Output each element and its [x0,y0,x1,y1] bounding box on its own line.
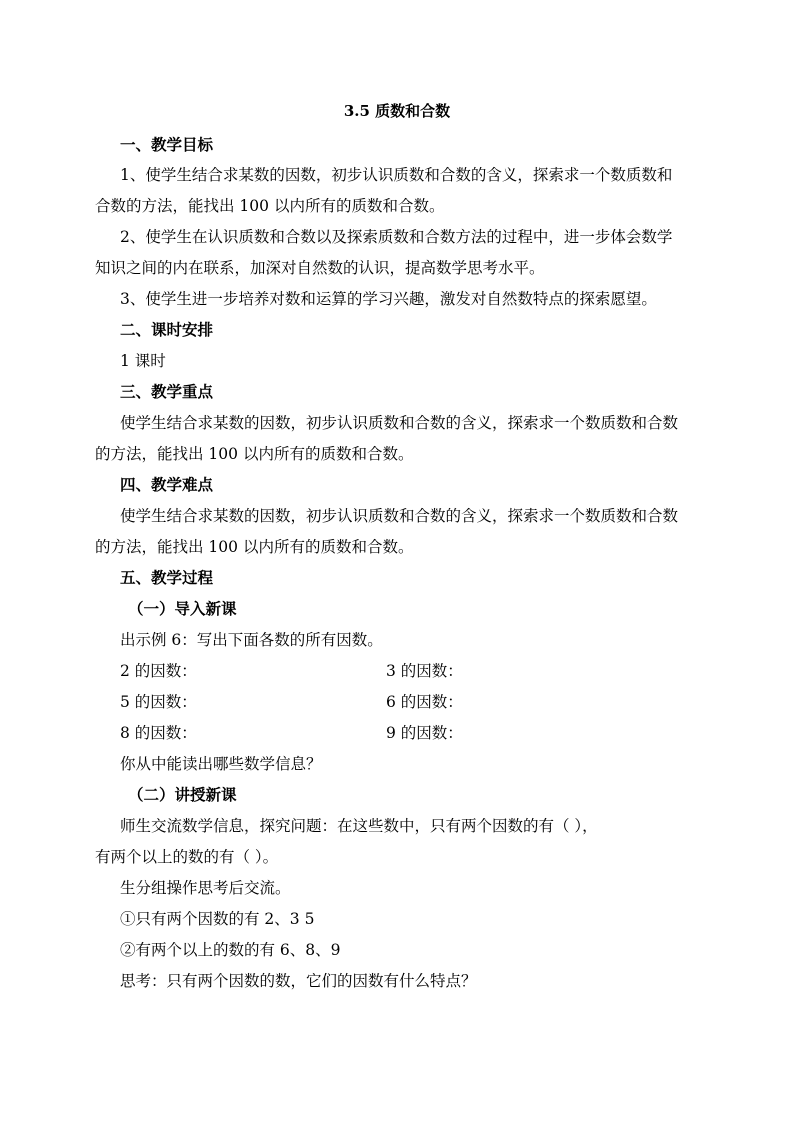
factor-6: 6 的因数： [386,693,463,711]
key-point-line-1: 使学生结合求某数的因数，初步认识质数和合数的含义，探索求一个数质数和合数 [120,414,679,432]
difficult-point-heading: 四、教学难点 [120,475,214,494]
factor-9: 9 的因数： [386,724,463,742]
explore-line-2: 有两个以上的数的有（ ）。 [95,848,279,866]
group-text: 生分组操作思考后交流。 [120,879,291,897]
question-text: 你从中能读出哪些数学信息？ [120,755,322,773]
key-point-heading: 三、教学重点 [120,382,214,401]
goal-2-line-1: 2、使学生在认识质数和合数以及探索质数和合数方法的过程中，进一步体会数学 [120,228,673,246]
answer-2: ②有两个以上的数的有 6、8、9 [120,941,341,959]
example-text: 出示例 6：写出下面各数的所有因数。 [120,631,383,649]
goal-2-line-2: 知识之间的内在联系，加深对自然数的认识，提高数学思考水平。 [95,259,545,277]
explore-line-1: 师生交流数学信息，探究问题：在这些数中，只有两个因数的有（ ）， [120,817,598,835]
key-point-line-2: 的方法，能找出 100 以内所有的质数和合数。 [95,445,414,463]
difficult-point-line-2: 的方法，能找出 100 以内所有的质数和合数。 [95,538,414,556]
process-heading: 五、教学过程 [120,568,214,587]
answer-1: ①只有两个因数的有 2、3 5 [120,910,315,928]
factor-5: 5 的因数： [120,693,197,711]
think-question: 思考：只有两个因数的数，它们的因数有什么特点？ [120,972,477,990]
factor-2: 2 的因数： [120,662,197,680]
goal-1-line-2: 合数的方法，能找出 100 以内所有的质数和合数。 [95,197,445,215]
schedule-text: 1 课时 [120,352,166,370]
intro-heading: （一）导入新课 [128,599,237,618]
document-title: 3.5 质数和合数 [343,102,451,120]
goal-1-line-1: 1、使学生结合求某数的因数，初步认识质数和合数的含义，探索求一个数质数和 [120,166,673,184]
factor-8: 8 的因数： [120,724,197,742]
schedule-heading: 二、课时安排 [120,320,214,339]
teach-heading: （二）讲授新课 [128,785,237,804]
goal-3: 3、使学生进一步培养对数和运算的学习兴趣，激发对自然数特点的探索愿望。 [120,290,657,308]
difficult-point-line-1: 使学生结合求某数的因数，初步认识质数和合数的含义，探索求一个数质数和合数 [120,507,679,525]
goals-heading: 一、教学目标 [120,135,214,154]
factor-3: 3 的因数： [386,662,463,680]
